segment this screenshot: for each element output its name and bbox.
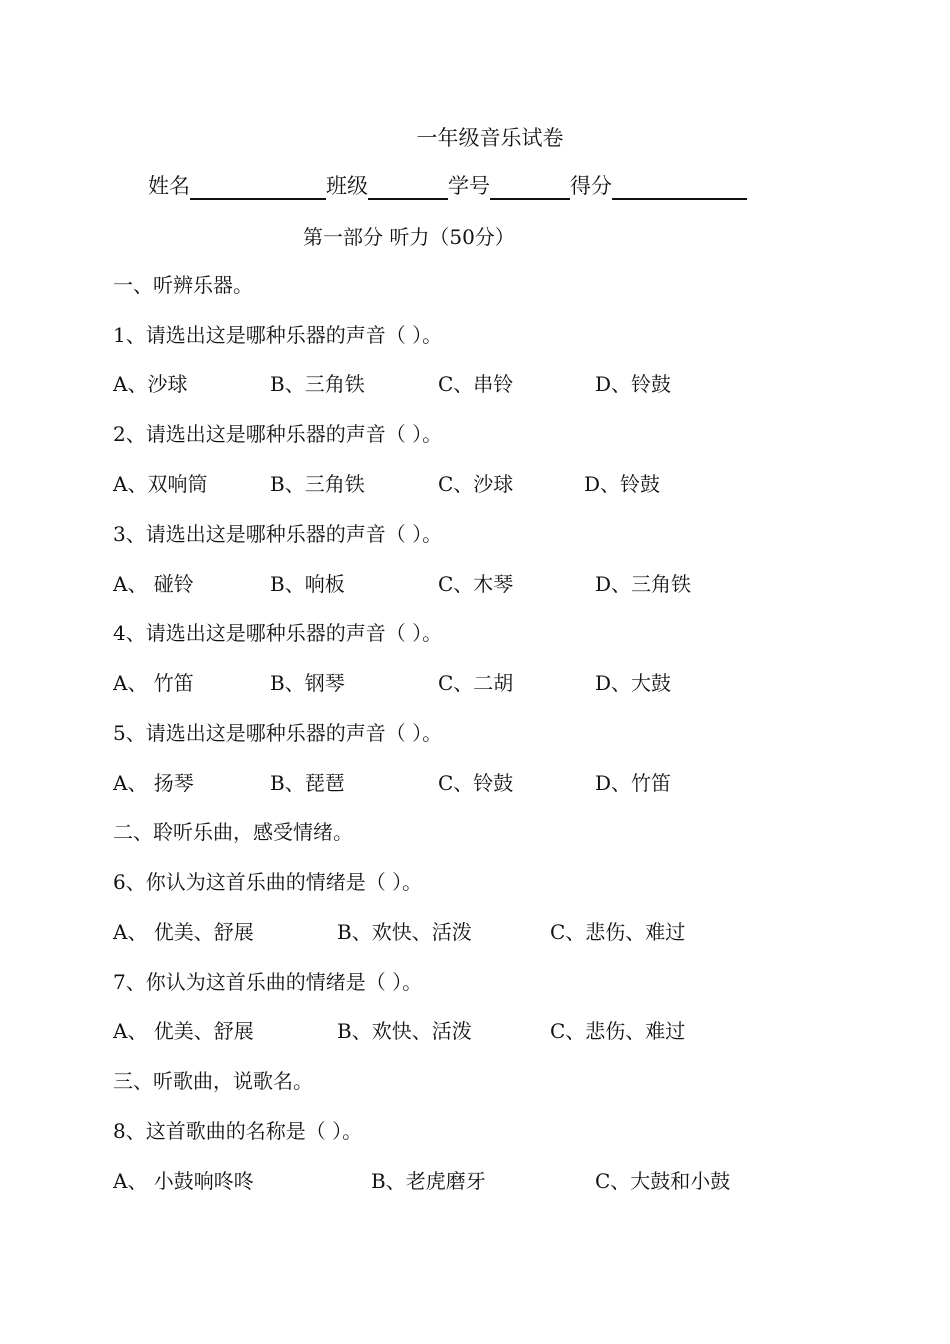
q1-option-d: D、铃鼓 bbox=[595, 372, 672, 396]
q5-option-a: A、 扬琴 bbox=[113, 771, 194, 795]
question-4: 4、请选出这是哪种乐器的声音（ ）。 bbox=[113, 621, 443, 645]
class-label: 班级 bbox=[326, 174, 368, 198]
score-blank[interactable] bbox=[612, 170, 747, 200]
q8-option-a: A、 小鼓响咚咚 bbox=[113, 1169, 254, 1193]
q7-option-a: A、 优美、舒展 bbox=[113, 1019, 254, 1043]
question-3: 3、请选出这是哪种乐器的声音（ ）。 bbox=[113, 522, 443, 546]
question-5: 5、请选出这是哪种乐器的声音（ ）。 bbox=[113, 721, 443, 745]
question-8: 8、这首歌曲的名称是（ ）。 bbox=[113, 1119, 363, 1143]
q5-option-c: C、铃鼓 bbox=[438, 771, 514, 795]
q2-option-b: B、三角铁 bbox=[270, 472, 365, 496]
q1-option-a: A、沙球 bbox=[113, 372, 188, 396]
q8-option-c: C、大鼓和小鼓 bbox=[595, 1169, 731, 1193]
q8-option-b: B、老虎磨牙 bbox=[371, 1169, 486, 1193]
q3-option-a: A、 碰铃 bbox=[113, 572, 194, 596]
q4-option-a: A、 竹笛 bbox=[113, 671, 194, 695]
score-label: 得分 bbox=[570, 174, 612, 198]
q1-option-c: C、串铃 bbox=[438, 372, 514, 396]
class-blank[interactable] bbox=[368, 170, 448, 200]
q6-option-b: B、欢快、活泼 bbox=[337, 920, 472, 944]
q4-option-b: B、钢琴 bbox=[270, 671, 345, 695]
student-info-row bbox=[148, 170, 747, 200]
q6-option-c: C、悲伤、难过 bbox=[550, 920, 686, 944]
q1-option-b: B、三角铁 bbox=[270, 372, 365, 396]
q5-option-b: B、琵琶 bbox=[270, 771, 345, 795]
section-heading: 二、聆听乐曲，感受情绪。 bbox=[113, 820, 353, 844]
question-7: 7、你认为这首乐曲的情绪是（ ）。 bbox=[113, 970, 423, 994]
q3-option-b: B、响板 bbox=[270, 572, 345, 596]
q5-option-d: D、竹笛 bbox=[595, 771, 672, 795]
number-blank[interactable] bbox=[490, 170, 570, 200]
q3-option-c: C、木琴 bbox=[438, 572, 514, 596]
part1-heading: 第一部分 听力（50分） bbox=[303, 225, 515, 249]
question-1: 1、请选出这是哪种乐器的声音（ ）。 bbox=[113, 323, 443, 347]
section-heading: 一、听辨乐器。 bbox=[113, 273, 253, 297]
q4-option-c: C、二胡 bbox=[438, 671, 514, 695]
q7-option-c: C、悲伤、难过 bbox=[550, 1019, 686, 1043]
q2-option-a: A、双响筒 bbox=[113, 472, 208, 496]
q6-option-a: A、 优美、舒展 bbox=[113, 920, 254, 944]
name-blank[interactable] bbox=[190, 170, 326, 200]
q4-option-d: D、大鼓 bbox=[595, 671, 672, 695]
name-label: 姓名 bbox=[148, 174, 190, 198]
question-6: 6、你认为这首乐曲的情绪是（ ）。 bbox=[113, 870, 423, 894]
question-2: 2、请选出这是哪种乐器的声音（ ）。 bbox=[113, 422, 443, 446]
section-heading: 三、听歌曲，说歌名。 bbox=[113, 1069, 313, 1093]
q3-option-d: D、三角铁 bbox=[595, 572, 692, 596]
number-label: 学号 bbox=[448, 174, 490, 198]
q2-option-c: C、沙球 bbox=[438, 472, 514, 496]
q7-option-b: B、欢快、活泼 bbox=[337, 1019, 472, 1043]
exam-title: 一年级音乐试卷 bbox=[416, 126, 564, 150]
q2-option-d: D、铃鼓 bbox=[584, 472, 661, 496]
